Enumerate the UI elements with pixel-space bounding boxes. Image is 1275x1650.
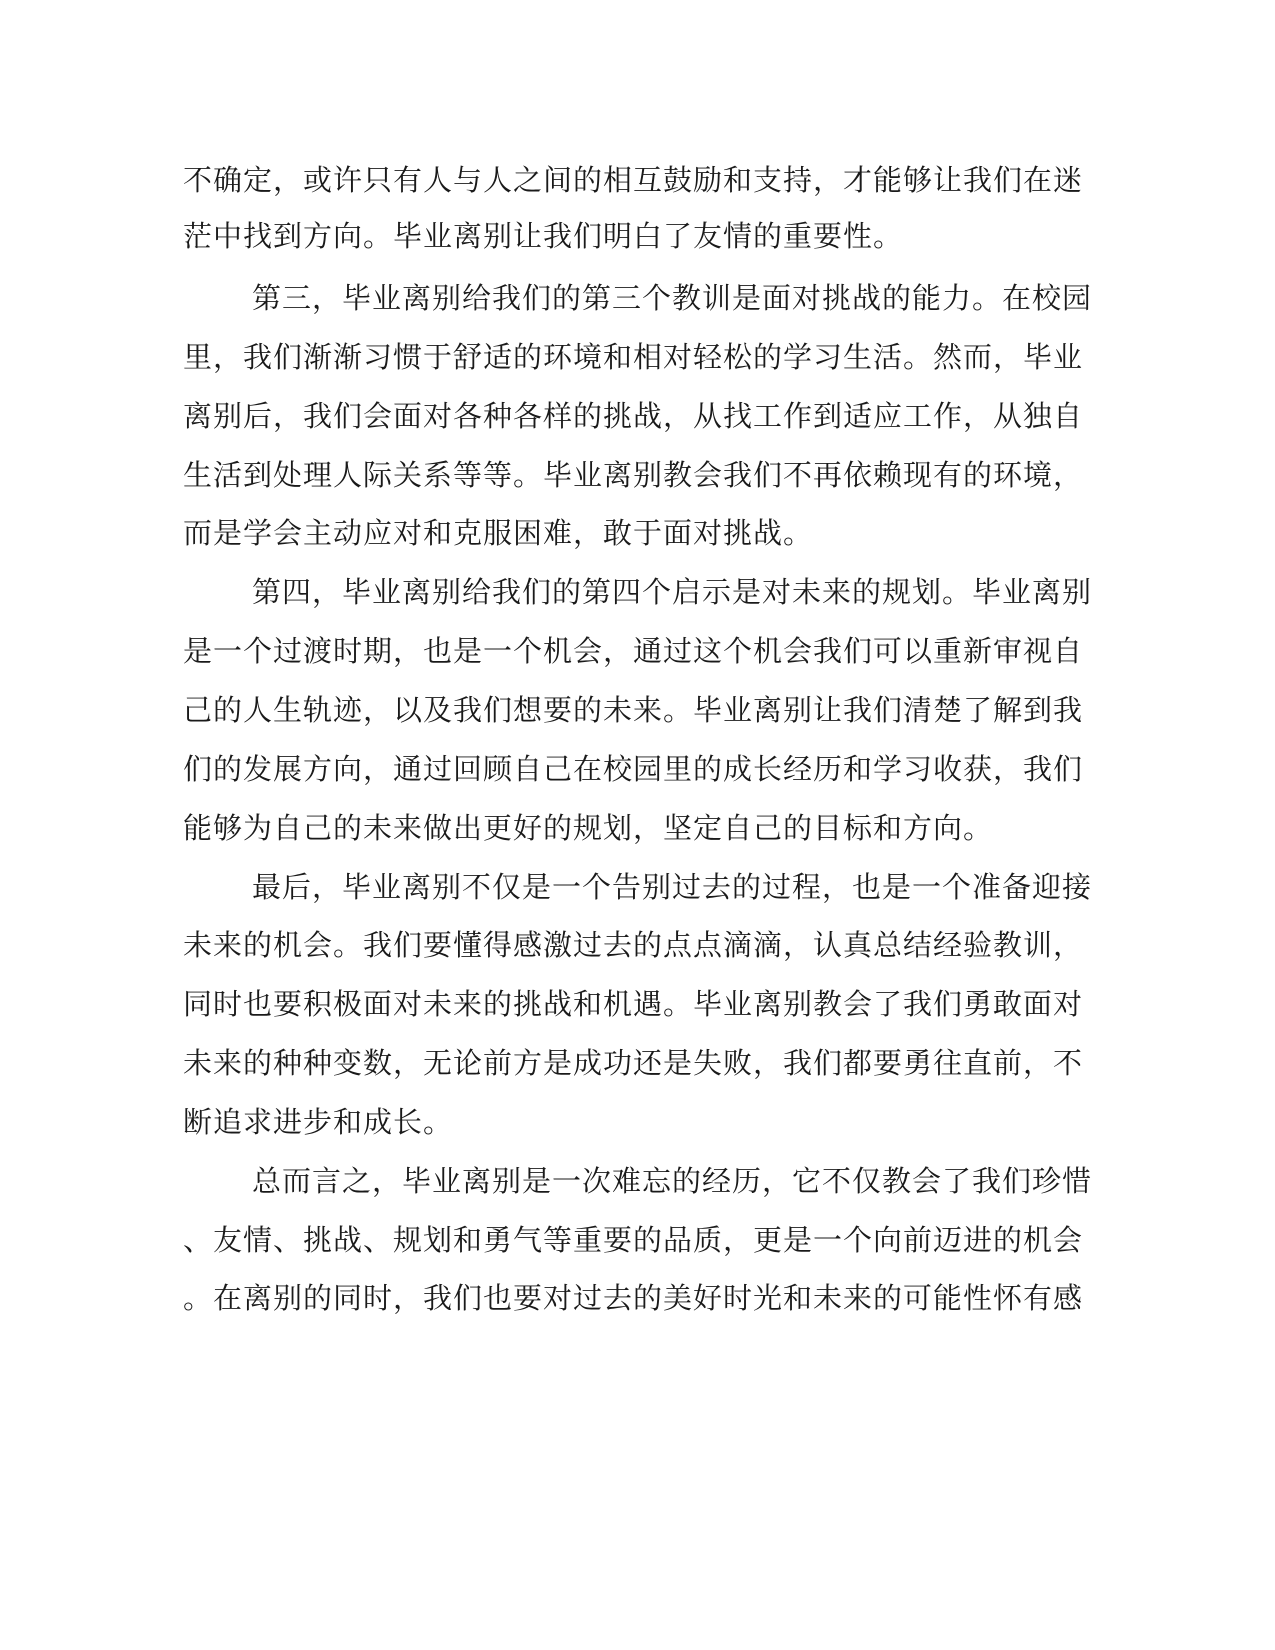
text-line: 离别后，我们会面对各种各样的挑战，从找工作到适应工作，从独自 <box>183 399 1084 433</box>
text-line: 断追求进步和成长。 <box>183 1105 454 1139</box>
text-line: 未来的机会。我们要懂得感激过去的点点滴滴，认真总结经验教训， <box>183 928 1084 962</box>
text-line: 未来的种种变数，无论前方是成功还是失败，我们都要勇往直前，不 <box>183 1046 1084 1080</box>
paragraph-first-line: 第四，毕业离别给我们的第四个启示是对未来的规划。毕业离别 <box>252 575 1093 609</box>
paragraph-first-line: 第三，毕业离别给我们的第三个教训是面对挑战的能力。在校园 <box>252 281 1093 315</box>
paragraph-first-line: 总而言之，毕业离别是一次难忘的经历，它不仅教会了我们珍惜 <box>252 1164 1093 1198</box>
text-line: 己的人生轨迹，以及我们想要的未来。毕业离别让我们清楚了解到我 <box>183 693 1084 727</box>
text-line: 里，我们渐渐习惯于舒适的环境和相对轻松的学习生活。然而，毕业 <box>183 340 1084 374</box>
text-line: 茫中找到方向。毕业离别让我们明白了友情的重要性。 <box>183 219 904 253</box>
text-line: 同时也要积极面对未来的挑战和机遇。毕业离别教会了我们勇敢面对 <box>183 987 1084 1021</box>
text-line: 、友情、挑战、规划和勇气等重要的品质，更是一个向前迈进的机会 <box>183 1223 1084 1257</box>
text-line: 。在离别的同时，我们也要对过去的美好时光和未来的可能性怀有感 <box>183 1281 1084 1315</box>
text-line: 是一个过渡时期，也是一个机会，通过这个机会我们可以重新审视自 <box>183 634 1084 668</box>
paragraph-first-line: 最后，毕业离别不仅是一个告别过去的过程，也是一个准备迎接 <box>252 870 1093 904</box>
text-line: 能够为自己的未来做出更好的规划，坚定自己的目标和方向。 <box>183 811 994 845</box>
text-line: 不确定，或许只有人与人之间的相互鼓励和支持，才能够让我们在迷 <box>183 163 1084 197</box>
text-line: 们的发展方向，通过回顾自己在校园里的成长经历和学习收获，我们 <box>183 752 1084 786</box>
text-line: 生活到处理人际关系等等。毕业离别教会我们不再依赖现有的环境， <box>183 458 1084 492</box>
text-line: 而是学会主动应对和克服困难，敢于面对挑战。 <box>183 516 814 550</box>
